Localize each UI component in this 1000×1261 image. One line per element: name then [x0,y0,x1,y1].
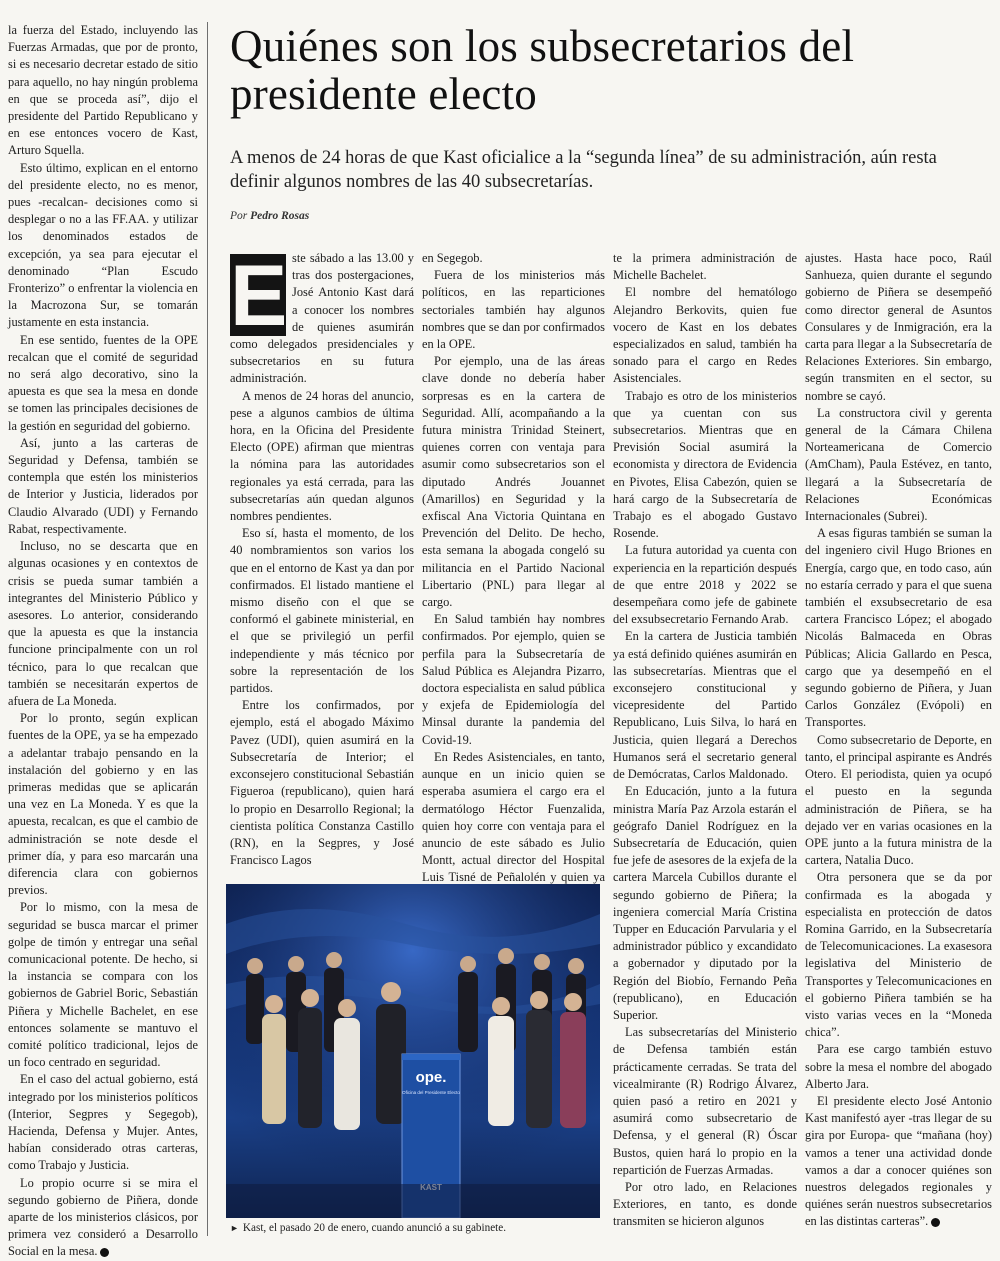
photo-caption [230,1222,602,1234]
body-column-1 [230,250,414,869]
paragraph: Como subsecretario de Deporte, en tanto, el principal aspirante es Andrés Otero. El periodista, quien ya ocupó el puesto en la segunda administración de Piñera, se ha dejado ver en varias ocasiones en la OPE junto a la futura ministra de la cartera, Natalia Duco. [805,732,992,868]
body-column-3 [613,250,797,1231]
byline-prefix: Por [230,210,248,222]
podium-subtitle: Oficina del Presidente Electo [402,1090,460,1095]
paragraph: Fuera de los ministerios más políticos, en las reparticiones sectoriales también hay algunos nombres que se dan por confirmados en la OPE. [422,268,605,352]
paragraph: ajustes. Hasta hace poco, Raúl Sanhueza, quien durante el segundo gobierno de Piñera se desempeñó como director general de Asuntos Consulares y de Inmigración, era la carta para llegar a la Subsecretaría de Relaciones Exteriores. Sin embargo, según transmiten en el sector, su nombre se cayó. [805,251,992,403]
drop-cap: E [230,248,288,344]
paragraph: te la primera administración de Michelle Bachelet. [613,251,797,283]
paragraph: En Salud también hay nombres confirmados. Por ejemplo, quien se perfila para la Subsecretaría de Salud Pública es Alejandra Pizarro, doctora especialista en salud pública y exjefa de Epidemiología del Minsal durante la pandemia del Covid-19. [422,612,605,747]
paragraph: El nombre del hematólogo Alejandro Berkovits, quien fue vocero de Kast en los debates especializados en salud, también ha sonado para el cargo en Redes Asistenciales. [613,285,797,386]
paragraph-text: El presidente electo José Antonio Kast manifestó ayer -tras llegar de su gira por Europa- que “mañana (hoy) vamos a tener una actividad donde vamos a dar a conocer quiénes son nuestros delegados regionales y quiénes serán nuestros subsecretarios en las distintas carteras”. [805,1093,992,1229]
paragraph: Por lo mismo, con la mesa de seguridad se busca marcar el primer golpe de timón y entregar una señal comunicacional potente. De hecho, si la instancia se compara con los gobiernos de Gabriel Boric, Sebastián Piñera y Michelle Bachelet, en ese entonces solamente se mantuvo el comité político tradicional, lejos de un foco centrado en seguridad. [8,900,198,1070]
paragraph: Para ese cargo también estuvo sobre la mesa el nombre del abogado Alberto Jara. [805,1042,992,1091]
end-mark-icon [100,1248,109,1257]
paragraph: Eso sí, hasta el momento, de los 40 nombramientos son varios los que en el entorno de Kast ya dan por confirmados. El listado mantiene el mismo diseño con el que se conformó el gabinete ministerial, en el que se privilegió un perfil independiente y más técnico por sobre la representación de los partidos. [230,526,414,696]
paragraph: Por ejemplo, una de las áreas clave donde no debería haber sorpresas es en la cartera de Seguridad. Allí, acompañando a la futura ministra Trinidad Steinert, quienes corren con ventaja para asumir como subsecretarios son el diputado Andrés Jouannet (Amarillos) en Seguridad y la exfiscal Ana Victoria Quintana en Prevención del Delito. De hecho, esta semana la abogada congeló su militancia en el Partido Nacional Libertario (PNL) para llegar al cargo. [422,354,605,610]
paragraph: Entre los confirmados, por ejemplo, está el abogado Máximo Pavez (UDI), quien asumirá en la Subsecretaría de Interior; el exconsejero constitucional Sebastián Figueroa (republicano), quien hará lo propio en Desarrollo Regional; la cientista política Constanza Castillo (RN), en la Segpres, y José Francisco Lagos [230,698,414,868]
deck: A menos de 24 horas de que Kast oficialice a la “segunda línea” de su administración, aún resta definir algunos nombres de las 40 subsecretarías. [230,148,937,192]
paragraph: A esas figuras también se suman la del ingeniero civil Hugo Briones en Energía, cargo que, en todo caso, aún no estaría cerrado y para el que suena también el exsubsecretario de esa cartera Francisco López; el abogado Nicolás Balmaceda en Obras Públicas; Alicia Gallardo en Pesca, cargo que ya desempeñó en el segundo gobierno de Piñera, y Juan Carlos González (Evópoli) en Transportes. [805,526,992,730]
paragraph: La constructora civil y gerenta general de la Cámara Chilena Norteamericana de Comercio (AmCham), Paula Estévez, en tanto, llegará a la Subsecretaría de Relaciones Económicas Internacionales (Subrei). [805,405,992,524]
article-photo [226,884,600,1218]
paragraph: En la cartera de Justicia también ya está definido quiénes asumirán en las subsecretarías. Mientras que el exconsejero constitucional y vicepresidente del Partido Republicano, Luis Silva, lo hará en Justicia, quien llegará a Derechos Humanos será el secretario general de Demócratas, Carlos Maldonado. [613,629,797,782]
paragraph: En Redes Asistenciales, en tanto, aunque en un inicio quien se esperaba asumiera el cargo era el dermatólogo Héctor Fuenzalida, quien hoy corre con ventaja para el anuncio de este sábado es Julio Montt, actual director del Hospital Luis Tisné de Peñalolén y quien ya [422,749,605,885]
photo-illustration [226,884,600,1218]
paragraph: En ese sentido, fuentes de la OPE recalcan que el comité de seguridad no será algo decorativo, sino la apuesta es que sea la mesa en donde se tomen las principales decisiones de la gestión en seguridad del gobierno. [8,332,198,433]
paragraph: En Educación, junto a la futura ministra María Paz Arzola estarán el geógrafo Daniel Rodríguez en la Subsecretaría de Educación, quien fue jefe de asesores de la exjefa de la cartera Marcela Cubillos durante el segundo gobierno de Piñera; la ingeniera comercial María Cristina Tupper en Educación Parvularia y el administrador público y excandidato a gobernador y diputado por la Región del Biobío, Fernando Peña (republicano), en Educación Superior. [613,784,797,1022]
paragraph: En el caso del actual gobierno, está integrado por los ministerios políticos (Interior, Segpres y Segegob), Hacienda, Defensa y Mujer. Antes, habían considerado otras carteras, como Trabajo y Justicia. [8,1072,198,1173]
paragraph: Otra personera que se da por confirmada es la abogada y especialista en protección de datos Romina Garrido, en la Subsecretaría de Telecomunicaciones. La exasesora legislativa del Ministerio de Transportes y Telecomunicaciones en el gobierno Piñera también se ha visto varias veces en la “Moneda chica”. [805,870,992,1040]
paragraph: Por lo pronto, según explican fuentes de la OPE, ya se ha empezado a adelantar trabajo pensando en la instalación del gobierno y en las primeras medidas que se aplicarán una vez en La Moneda. Y es que la apuesta, recalcan, es que el cambio de administración se note desde el primer día, y para eso marcarán una diferencia clara con gobiernos previos. [8,711,198,898]
caption-text: Kast, el pasado 20 de enero, cuando anunció a su gabinete. [242,1222,507,1234]
paragraph-last [805,1093,992,1231]
paragraph: Trabajo es otro de los ministerios que ya cuentan con sus subsecretarios. Mientras que en Previsión Social asumirá la economista y directora de Evidencia en Pivotes, Elisa Cabezón, quien se hará cargo de la Subsecretaría de Trabajo es el abogado Gustavo Rosende. [613,388,797,541]
body-column-2 [422,250,605,904]
podium-logo: ope. [415,1069,447,1086]
headline: Quiénes son los subsecretarios del presidente electo [230,21,855,119]
end-mark-icon [931,1218,940,1227]
paragraph-lead [230,250,414,388]
column-divider [207,22,208,1236]
paragraph: la fuerza del Estado, incluyendo las Fuerzas Armadas, que por de pronto, si es necesario decretar estado de sitio para aquello, no hay ningún problema en que se proceda así”, dijo el presidente del Partido Republicano y en ese entonces vocero de Kast, Arturo Squella. [8,23,198,158]
body-column-4 [805,250,992,1231]
caption-triangle-icon: ► [230,1223,239,1233]
left-column [8,22,198,1261]
paragraph: Incluso, no se descarta que en algunas ocasiones y en contextos de crisis se pueda sumar también a integrantes del Ministerio Público y asesores. Lo anterior, considerando que la apuesta es que la instancia funcione principalmente con un rol técnico, para lo que recalcan que también se necesitarán expertos de afuera de La Moneda. [8,539,198,708]
paragraph: A menos de 24 horas del anuncio, pese a algunos cambios de última hora, en la Oficina del Presidente Electo (OPE) afirman que mientras la nómina para las autoridades regionales ya está cerrada, para las subsecretarías aún quedan algunos nombres pendientes. [230,388,414,524]
paragraph-text: Lo propio ocurre si se mira el segundo gobierno de Piñera, donde aparte de los ministerios clásicos, por primera vez consideró a Desarrollo Social en la mesa. [8,1175,198,1259]
paragraph: Esto último, explican en el entorno del presidente electo, no es menor, pues -recalcan- decisiones como si desplegar o no a las FF.AA. y utilizar los denominados estados de excepción, ya sea para ejecutar el denominado “Plan Escudo Fronterizo” o enfrentar la violencia en la Macrozona Sur, se tomarán justamente en esta instancia. [8,160,198,330]
paragraph: Por otro lado, en Relaciones Exteriores, en tanto, es donde transmiten se hicieron algunos [613,1179,797,1229]
paragraph: La futura autoridad ya cuenta con experiencia en la repartición después de que entre 2018 y 2022 se desempeñara como jefe de gabinete del exsubsecretario Fernando Arab. [613,543,797,627]
paragraph: en Segegob. [422,251,483,265]
paragraph-last [8,1175,198,1261]
byline-author: Pedro Rosas [250,210,310,222]
paragraph: Las subsecretarías del Ministerio de Defensa también están prácticamente cerradas. Se trata del vicealmirante (R) Rodrigo Álvarez, quien pasó a retiro en 2021 y asumirá como subsecretario de Defensa, y el general (R) Óscar Bustos, quien hará lo propio en la repartición de Fuerzas Armadas. [613,1025,797,1177]
paragraph: Así, junto a las carteras de Seguridad y Defensa, también se contempla que estén los ministerios de Interior y Justicia, liderados por Claudio Alvarado (UDI) y Fernando Rabat, respectivamente. [8,435,198,536]
byline [230,210,309,222]
paragraph-text: ste sábado a las 13.00 y tras dos postergaciones, José Antonio Kast dará a conocer los nombres de quienes asumirán como delegados presidenciales y subsecretarios en su futura administración. [230,251,414,386]
